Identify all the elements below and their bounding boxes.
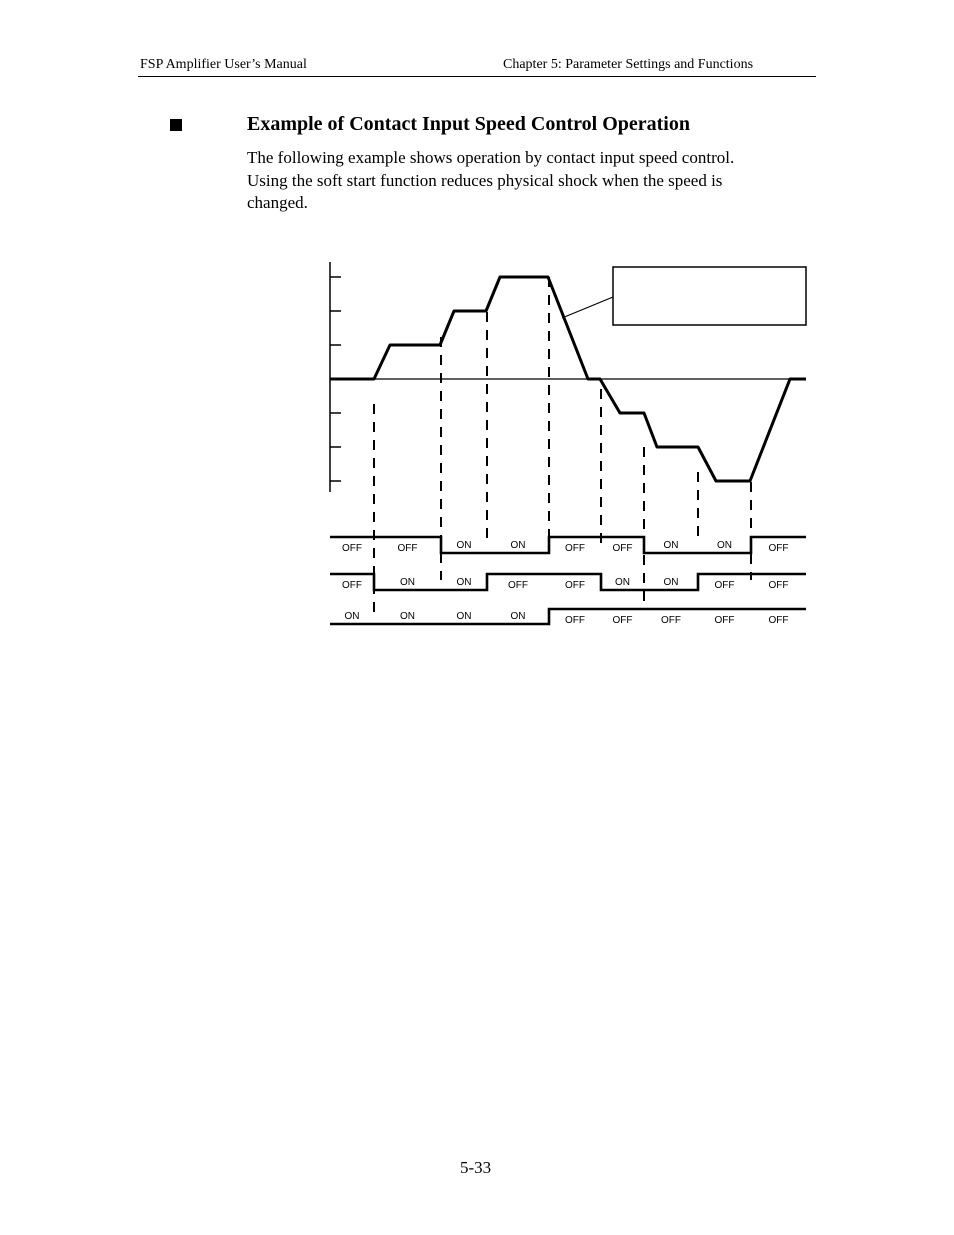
signal-state-label: OFF <box>612 543 633 554</box>
signal-state-label: ON <box>456 611 472 622</box>
signal-state-label: OFF <box>565 580 585 591</box>
signal-state-label: ON <box>456 577 472 588</box>
signal-state-label: OFF <box>565 543 585 554</box>
signal-state-label: ON <box>510 540 526 551</box>
signal-state-label: OFF <box>342 543 362 554</box>
paragraph-line: Using the soft start function reduces physical shock when the speed is <box>247 170 723 190</box>
signal-state-label: OFF <box>565 615 585 626</box>
signal-state-label: ON <box>663 577 679 588</box>
signal-state-label: OFF <box>714 615 735 626</box>
contact-input-signals <box>330 537 806 626</box>
signal-state-label: ON <box>400 577 415 588</box>
signal-state-label: ON <box>717 540 732 551</box>
signal-state-label: OFF <box>342 580 362 591</box>
signal-state-label: OFF <box>768 615 789 626</box>
signal-state-label: OFF <box>768 580 789 591</box>
page-number: 5-33 <box>460 1158 492 1177</box>
paragraph-line: The following example shows operation by contact input speed control. <box>247 148 735 167</box>
signal-state-label: ON <box>510 611 526 622</box>
signal-state-label: OFF <box>768 543 789 554</box>
signal-state-label: OFF <box>397 543 418 554</box>
signal-state-label: OFF <box>612 615 633 626</box>
signal-state-label: ON <box>663 540 679 551</box>
signal-state-label: OFF <box>714 580 735 591</box>
callout-box <box>613 267 806 325</box>
header-manual-title: FSP Amplifier User’s Manual <box>140 57 307 72</box>
signal-state-label: ON <box>615 577 630 588</box>
callout-leader <box>562 297 613 318</box>
signal-state-label: ON <box>400 611 415 622</box>
paragraph-line: changed. <box>247 193 308 212</box>
section-heading: Example of Contact Input Speed Control Operation <box>247 113 690 135</box>
signal-state-label: OFF <box>661 615 681 626</box>
signal-state-label: OFF <box>508 580 528 591</box>
signal-state-label: ON <box>456 540 472 551</box>
header-chapter-title: Chapter 5: Parameter Settings and Functions <box>503 57 754 72</box>
signal-state-label: ON <box>344 611 360 622</box>
